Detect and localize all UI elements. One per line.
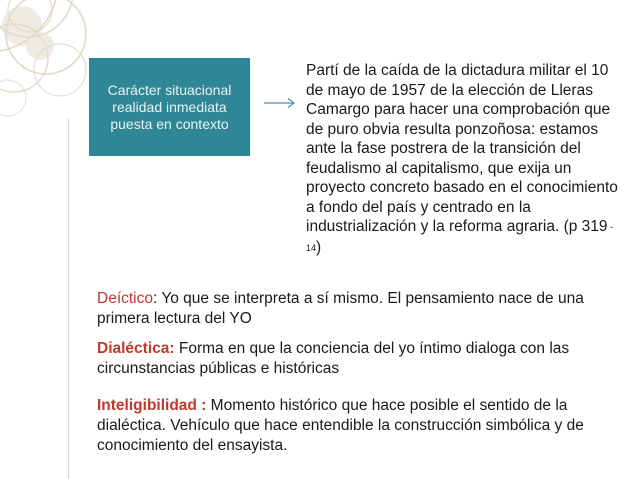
arrow-right-icon	[263, 96, 296, 110]
definition-text: Yo que se interpreta a sí mismo. El pensamiento nace de una primera lectura del YO	[97, 290, 584, 327]
concept-box	[89, 58, 250, 156]
definition-term: Inteligibilidad :	[97, 397, 207, 414]
page-ref-suffix: - 14	[306, 222, 614, 253]
concept-box-text: Carácter situacional realidad inmediata puesta en contexto	[107, 81, 232, 132]
quote-text: Partí de la caída de la dictadura militar el 10 de mayo de 1957 de la elección de Lleras Camargo para hacer una comprobación que de puro obvia resulta ponzoñosa: estamos ante la fase postrera de la transición del feudalismo al capitalismo, que exija un proyecto concreto basado en el conocimiento a fondo del país y centrado en la industrialización y la reforma agraria. (p 319 - 14)	[306, 62, 618, 256]
definition-inteligibilidad	[97, 396, 597, 456]
definition-term: Deíctico	[97, 290, 153, 307]
definition-text: Momento histórico que hace posible el sentido de la dialéctica. Vehículo que hace entendible la construcción simbólica y de conocimiento del ensayista.	[97, 397, 584, 454]
definition-text: Forma en que la conciencia del yo íntimo dialoga con las circunstancias públicas e históricas	[97, 340, 570, 377]
definition-dialectica: Dialéctica: Forma en que la conciencia del yo íntimo dialoga con las circunstancias públicas e históricas	[97, 340, 570, 377]
definition-term: Dialéctica	[97, 340, 170, 357]
definition-deictico: Deíctico: Yo que se interpreta a sí mismo. El pensamiento nace de una primera lectura del YO	[97, 290, 584, 327]
vertical-rule	[68, 118, 69, 479]
